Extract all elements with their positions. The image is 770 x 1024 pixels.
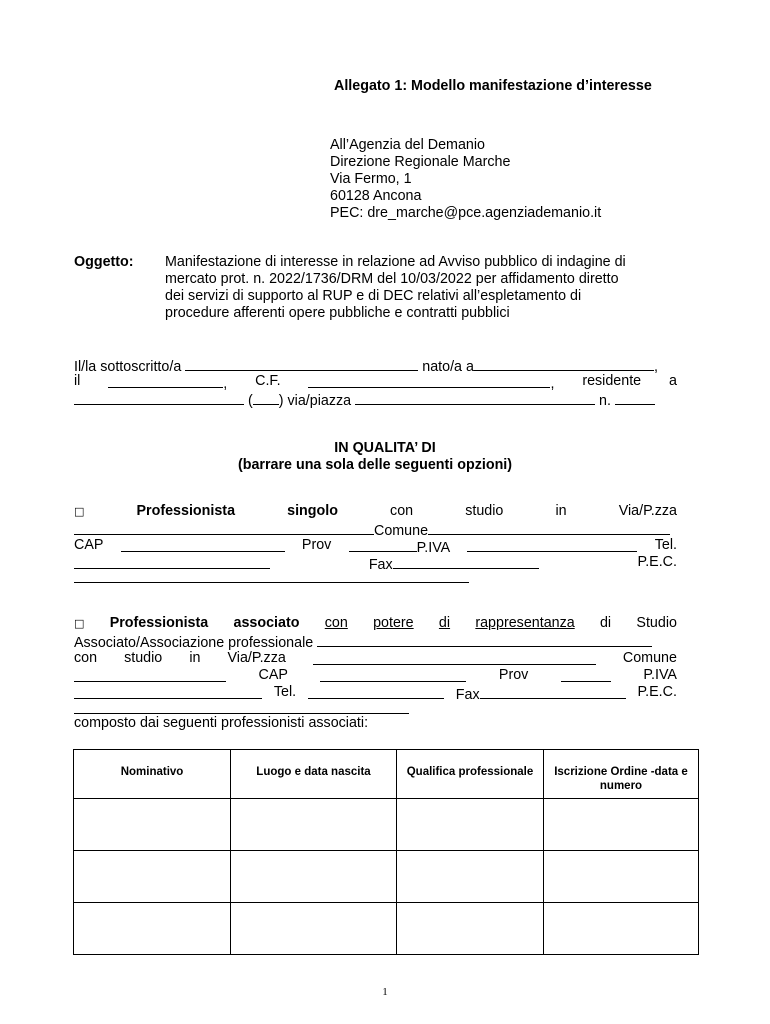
subject-line: dei servizi di supporto al RUP e di DEC relativi all’espletamento di [165,288,582,304]
birthplace-field[interactable] [474,356,654,371]
option1-line-1 [74,503,677,520]
fax-field[interactable] [480,684,626,699]
born-label: nato/a a [422,359,474,375]
option2-word: con [74,650,98,666]
option2-word: Via/P.zza [227,650,286,666]
capacity-subtitle: (barrare una sola delle seguenti opzioni) [237,457,513,473]
option2-word: associato [233,615,300,631]
option2-word: di [438,615,451,631]
table-cell[interactable] [74,903,231,955]
subject-label: Oggetto: [74,254,134,270]
assoc-label: Associato/Associazione professionale [74,635,314,651]
declarant-line-3 [74,390,655,410]
on-label: il [74,373,81,389]
table-cell[interactable] [397,799,544,851]
cap-field[interactable] [320,667,466,682]
recipient-pec: PEC: dre_marche@pce.agenziademanio.it [330,205,602,221]
table-cell[interactable] [74,799,231,851]
pec-label: P.E.C. [637,554,677,570]
cap-label: CAP [258,667,288,683]
declarant-line-1: Il/la sottoscritto/a nato/a a , [74,356,658,376]
option1-word: studio [465,503,504,519]
tel-field[interactable] [308,684,444,699]
column-header: Qualifica professionale [397,750,544,799]
option1-line-4 [74,554,677,574]
column-header: Iscrizione Ordine -data e numero [544,750,699,799]
option2-line-5 [74,684,677,704]
table-cell[interactable] [397,903,544,955]
option2-word: di [599,615,612,631]
piva-field[interactable] [74,684,262,699]
number-label: n. [599,393,611,409]
prov-field[interactable] [349,537,417,552]
table-cell[interactable] [397,851,544,903]
cf-field[interactable] [308,373,550,388]
table-row [74,903,699,955]
composed-label: composto dai seguenti professionisti associati: [74,715,369,731]
paren-close: ) [278,393,284,409]
option1-word: Via/P.zza [618,503,677,519]
table-cell[interactable] [74,851,231,903]
tel-label: Tel. [273,684,297,700]
street-number-field[interactable] [615,390,655,405]
residence-city-field[interactable] [74,390,244,405]
comune-label: Comune [622,650,677,666]
checkbox-icon[interactable]: □ [74,505,85,518]
cap-field[interactable] [121,537,285,552]
subject-line: mercato prot. n. 2022/1736/DRM del 10/03/2022 per affidamento diretto [165,271,619,287]
subject-line: Manifestazione di interesse in relazione ad Avviso pubblico di indagine di [165,254,626,270]
option2-word: con [324,615,348,631]
option1-word: Professionista [136,503,236,519]
option2-word: studio [124,650,163,666]
prov-field[interactable] [561,667,611,682]
checkbox-icon[interactable]: □ [74,617,85,630]
option2-word: Professionista [109,615,209,631]
option1-word: in [555,503,567,519]
prov-label: Prov [498,667,529,683]
birthdate-field[interactable] [108,373,223,388]
comune-label: Comune [374,523,429,539]
paren-open: ( [247,393,253,409]
fax-label: Fax [455,687,480,703]
recipient-line: All’Agenzia del Demanio [330,137,485,153]
recipient-line: Via Fermo, 1 [330,171,412,187]
undersigned-label: Il/la sottoscritto/a [74,359,182,375]
prov-label: Prov [301,537,332,553]
declarant-line-2: il , C.F. , residente a [74,373,677,392]
table-cell[interactable] [544,799,699,851]
option1-word: singolo [287,503,338,519]
recipient-address [330,137,601,222]
recipient-line: Direzione Regionale Marche [330,154,511,170]
table-cell[interactable] [544,903,699,955]
name-field[interactable] [185,356,418,371]
option2-line-1 [74,615,677,632]
option2-word: rappresentanza [475,615,575,631]
table-cell[interactable] [231,799,397,851]
table-cell[interactable] [544,851,699,903]
subject-line: procedure afferenti opere pubbliche e contratti pubblici [165,305,510,321]
street-field[interactable] [355,390,595,405]
option2-word: Studio [636,615,677,631]
option2-line-3 [74,650,677,667]
table-cell[interactable] [231,851,397,903]
page-number: 1 [382,986,388,998]
subject-text [165,254,675,322]
pec-field[interactable] [74,713,409,714]
assoc-name-field[interactable] [317,632,652,647]
tel-label: Tel. [654,537,677,553]
option1-word: con [390,503,414,519]
column-header: Luogo e data nascita [231,750,397,799]
cf-label: C.F. [255,373,281,389]
pec-field[interactable] [74,582,469,583]
residence-prov-field[interactable] [253,390,279,405]
piva-label: P.IVA [643,667,677,683]
studio-address-field[interactable] [74,520,374,535]
option2-line-2 [74,632,652,652]
comune-field[interactable] [74,667,226,682]
piva-label: P.IVA [416,540,451,556]
document-title: Allegato 1: Modello manifestazione d’interesse [334,78,652,94]
recipient-line: 60128 Ancona [330,188,422,204]
piva-field[interactable] [467,537,637,552]
fax-label: Fax [368,557,393,573]
studio-address-field[interactable] [313,650,596,665]
table-row [74,799,699,851]
table-header-row [74,750,699,799]
resident-label: residente [582,373,642,389]
fax-field[interactable] [393,554,539,569]
tel-field[interactable] [74,554,270,569]
capacity-title: IN QUALITA’ DI [334,440,436,456]
street-label: via/piazza [287,393,352,409]
option2-line-4 [74,667,677,684]
table-row [74,851,699,903]
in-label: a [669,373,677,389]
comune-field[interactable] [428,520,670,535]
option2-word: in [189,650,201,666]
column-header: Nominativo [74,750,231,799]
pec-label: P.E.C. [637,684,677,700]
cap-label: CAP [74,537,104,553]
option2-word: potere [373,615,414,631]
table-cell[interactable] [231,903,397,955]
associates-table [73,749,699,955]
